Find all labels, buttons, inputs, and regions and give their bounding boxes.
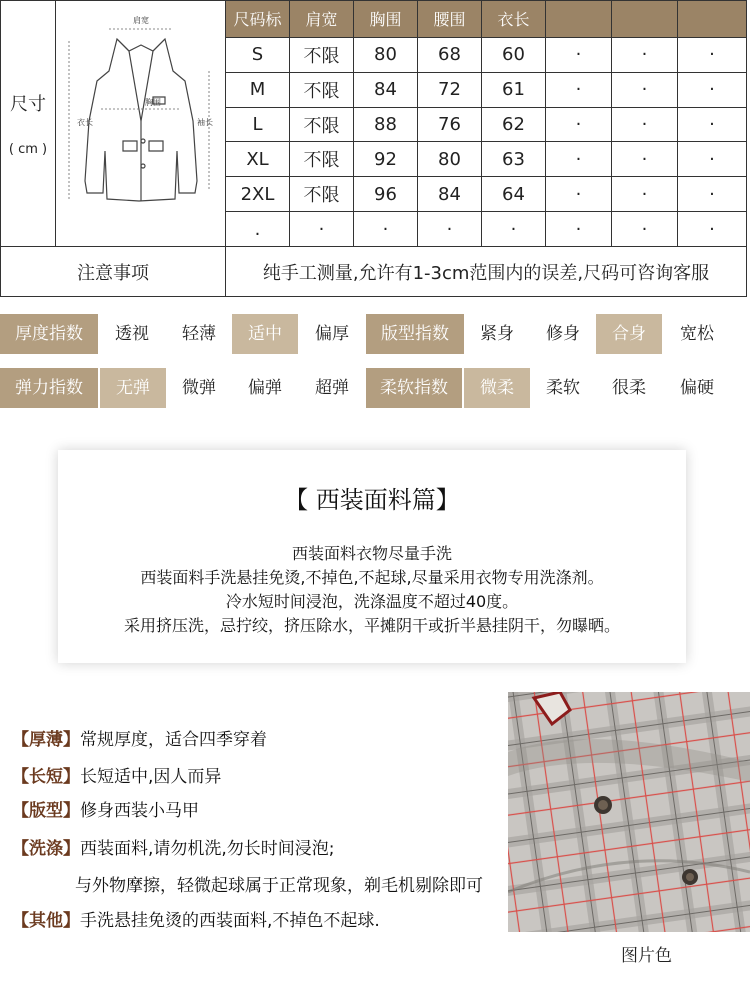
unit-label: ( cm ) — [8, 142, 48, 157]
fit-option: 紧身 — [480, 324, 514, 344]
size-cell: · — [678, 107, 747, 142]
size-cell: 64 — [482, 177, 546, 212]
diagram-label-shoulder: 肩宽 — [132, 16, 149, 25]
size-cell: 80 — [418, 142, 482, 177]
size-cell: 不限 — [290, 107, 354, 142]
index-row-elasticity-softness — [0, 368, 750, 408]
thickness-option: 透视 — [115, 324, 149, 344]
size-cell: · — [546, 37, 612, 72]
softness-index-label: 柔软指数 — [366, 368, 462, 408]
care-instructions-card — [58, 450, 686, 663]
size-cell: · — [612, 142, 678, 177]
size-cell: M — [226, 72, 290, 107]
size-cell: · — [546, 72, 612, 107]
elasticity-option: 超弹 — [315, 378, 349, 398]
detail-text: 与外物摩擦，轻微起球属于正常现象，剃毛机剔除即可 — [75, 876, 483, 896]
detail-text: 长短适中,因人而异 — [80, 767, 222, 787]
detail-text: 西装面料,请勿机洗,勿长时间浸泡; — [80, 839, 335, 859]
jacket-diagram — [57, 1, 225, 241]
detail-text: 手洗悬挂免烫的西装面料,不掉色不起球. — [80, 911, 380, 931]
elasticity-option: 微弹 — [182, 378, 216, 398]
size-cell: · — [290, 212, 354, 247]
size-cell: 84 — [354, 72, 418, 107]
detail-washing-continued — [75, 871, 483, 896]
size-cell: 68 — [418, 37, 482, 72]
size-cell: 88 — [354, 107, 418, 142]
detail-thickness — [12, 725, 267, 750]
care-title: 【 西装面料篇】 — [284, 486, 460, 514]
size-cell: · — [612, 37, 678, 72]
softness-option: 柔软 — [546, 378, 580, 398]
size-cell: 76 — [418, 107, 482, 142]
detail-tag: 【其他】 — [12, 911, 80, 931]
size-cell: · — [678, 142, 747, 177]
size-cell: · — [612, 107, 678, 142]
diagram-label-chest: 胸围 — [144, 98, 161, 107]
size-cell: 84 — [418, 177, 482, 212]
detail-tag: 【洗涤】 — [12, 839, 80, 859]
header-length: 衣长 — [482, 1, 546, 38]
size-cell: 不限 — [290, 72, 354, 107]
fit-option: 宽松 — [680, 324, 714, 344]
diagram-label-length: 衣长 — [76, 118, 93, 127]
care-line: 西装面料手洗悬挂免烫,不掉色,不起球,尽量采用衣物专用洗涤剂。 — [140, 568, 604, 587]
detail-washing — [12, 834, 335, 859]
size-cell: 60 — [482, 37, 546, 72]
size-cell: · — [612, 72, 678, 107]
elasticity-index-label: 弹力指数 — [0, 368, 98, 408]
detail-length — [12, 762, 221, 787]
detail-tag: 【厚薄】 — [12, 730, 80, 750]
size-cell: · — [678, 212, 747, 247]
detail-text: 修身西装小马甲 — [80, 801, 199, 821]
photo-caption: 图片色 — [621, 946, 672, 966]
header-blank — [546, 1, 612, 38]
size-cell: · — [546, 107, 612, 142]
size-cell: · — [418, 212, 482, 247]
notice-label: 注意事项 — [1, 247, 226, 297]
size-chart-section — [0, 0, 750, 297]
size-cell: 不限 — [290, 37, 354, 72]
care-line: 西装面料衣物尽量手洗 — [291, 544, 452, 563]
header-blank — [612, 1, 678, 38]
detail-text: 常规厚度，适合四季穿着 — [80, 730, 267, 750]
size-cell: 不限 — [290, 142, 354, 177]
size-cell: · — [482, 212, 546, 247]
size-cell: · — [612, 177, 678, 212]
size-cell: 96 — [354, 177, 418, 212]
size-cell: · — [678, 177, 747, 212]
size-cell: · — [546, 212, 612, 247]
softness-option: 很柔 — [612, 378, 646, 398]
size-label-cell — [1, 1, 56, 247]
size-cell: XL — [226, 142, 290, 177]
detail-tag: 【版型】 — [12, 801, 80, 821]
jacket-diagram-cell — [56, 1, 226, 247]
size-cell: 61 — [482, 72, 546, 107]
elasticity-option-selected: 无弹 — [100, 368, 166, 408]
fit-option: 修身 — [546, 324, 580, 344]
diagram-label-sleeve: 袖长 — [196, 118, 213, 127]
header-chest: 胸围 — [354, 1, 418, 38]
softness-option: 偏硬 — [680, 378, 714, 398]
notice-row — [1, 247, 747, 297]
header-shoulder: 肩宽 — [290, 1, 354, 38]
thickness-index-label: 厚度指数 — [0, 314, 98, 354]
thickness-option: 偏厚 — [315, 324, 349, 344]
size-cell: 72 — [418, 72, 482, 107]
fit-index-label: 版型指数 — [366, 314, 464, 354]
size-cell: · — [678, 37, 747, 72]
size-cell: 92 — [354, 142, 418, 177]
thickness-option: 轻薄 — [182, 324, 216, 344]
header-blank — [678, 1, 747, 38]
care-line: 采用挤压洗，忌拧绞，挤压除水，平摊阴干或折半悬挂阴干，勿曝晒。 — [123, 616, 620, 635]
notice-text: 纯手工测量,允许有1-3cm范围内的误差,尺码可咨询客服 — [226, 247, 747, 297]
size-cell: S — [226, 37, 290, 72]
size-cell: . — [226, 212, 290, 247]
fit-option-selected: 合身 — [596, 314, 662, 354]
size-cell: · — [678, 72, 747, 107]
index-row-thickness-fit — [0, 314, 750, 354]
size-cell: 不限 — [290, 177, 354, 212]
elasticity-option: 偏弹 — [248, 378, 282, 398]
size-cell: · — [546, 142, 612, 177]
size-table — [0, 0, 747, 297]
size-cell: · — [612, 212, 678, 247]
size-cell: L — [226, 107, 290, 142]
thickness-option-selected: 适中 — [232, 314, 298, 354]
fabric-photo — [508, 692, 750, 932]
detail-tag: 【长短】 — [12, 767, 80, 787]
detail-other — [12, 906, 380, 931]
softness-option-selected: 微柔 — [464, 368, 530, 408]
size-cell: · — [546, 177, 612, 212]
header-waist: 腰围 — [418, 1, 482, 38]
detail-fit — [12, 796, 199, 821]
header-size: 尺码标 — [226, 1, 290, 38]
size-label: 尺寸 — [10, 94, 46, 115]
size-cell: · — [354, 212, 418, 247]
care-line: 冷水短时间浸泡，洗涤温度不超过40度。 — [225, 592, 519, 611]
size-cell: 2XL — [226, 177, 290, 212]
size-cell: 80 — [354, 37, 418, 72]
size-cell: 62 — [482, 107, 546, 142]
size-cell: 63 — [482, 142, 546, 177]
